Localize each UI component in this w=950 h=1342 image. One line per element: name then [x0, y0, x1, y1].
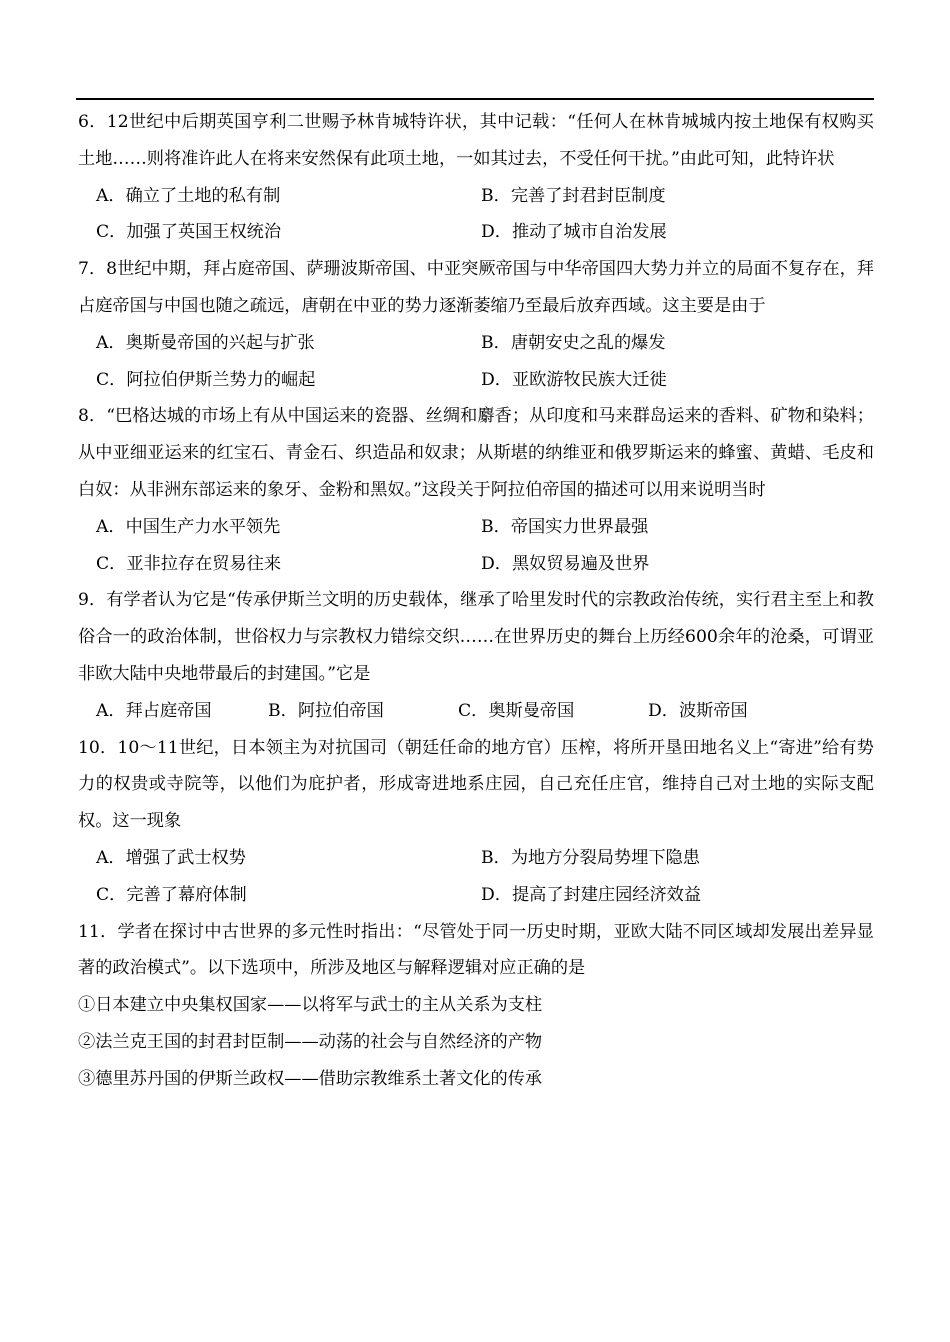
header-rule	[76, 98, 874, 100]
question-6	[78, 104, 874, 251]
question-6-option-d[interactable]: D．推动了城市自治发展	[481, 222, 667, 243]
question-9-options-row	[78, 693, 874, 730]
question-7-options-row-1	[78, 325, 874, 362]
question-8-option-a[interactable]: A．中国生产力水平领先	[96, 516, 281, 537]
question-9-stem: 9．有学者认为它是“传承伊斯兰文明的历史载体，继承了哈里发时代的宗教政治传统，实行君主至上和教俗合一的政治体制，世俗权力与宗教权力错综交织……在世界历史的舞台上历经600余年的沧桑，可谓亚非欧大陆中央地带最后的封建国。”它是	[78, 590, 874, 684]
question-6-option-a[interactable]: A．确立了土地的私有制	[96, 185, 281, 206]
question-7-option-d[interactable]: D．亚欧游牧民族大迁徙	[481, 369, 667, 390]
question-10-options-row-2	[78, 877, 874, 914]
question-11-statement-1: ①日本建立中央集权国家——以将军与武士的主从关系为支柱	[78, 995, 543, 1016]
question-8-option-b[interactable]: B．帝国实力世界最强	[481, 516, 649, 537]
question-7	[78, 251, 874, 398]
question-8-option-c[interactable]: C．亚非拉存在贸易往来	[96, 553, 282, 574]
question-8	[78, 398, 874, 582]
question-9-option-a[interactable]: A．拜占庭帝国	[96, 700, 212, 721]
question-9	[78, 582, 874, 729]
question-9-option-d[interactable]: D．波斯帝国	[648, 700, 748, 721]
question-7-stem: 7．8世纪中期，拜占庭帝国、萨珊波斯帝国、中亚突厥帝国与中华帝国四大势力并立的局面不复存在，拜占庭帝国与中国也随之疏远，唐朝在中亚的势力逐渐萎缩乃至最后放弃西域。这主要是由于	[78, 259, 874, 316]
question-6-stem: 6．12世纪中后期英国亨利二世赐予林肯城特许状，其中记载：“任何人在林肯城城内按土地保有权购买土地……则将准许此人在将来安然保有此项土地，一如其过去，不受任何干扰。”由此可知，此特许状	[78, 112, 874, 169]
question-10-stem: 10．10～11世纪，日本领主为对抗国司（朝廷任命的地方官）压榨，将所开垦田地名义上“寄进”给有势力的权贵或寺院等，以他们为庇护者，形成寄进地系庄园，自己充任庄官，维持自己对土地的实际支配权。这一现象	[78, 737, 874, 832]
question-10-option-c[interactable]: C．完善了幕府体制	[96, 884, 247, 905]
question-11-stem: 11．学者在探讨中古世界的多元性时指出：“尽管处于同一历史时期，亚欧大陆不同区域却发展出差异显著的政治模式”。以下选项中，所涉及地区与解释逻辑对应正确的是	[78, 921, 874, 979]
question-7-options-row-2	[78, 362, 874, 399]
question-10	[78, 730, 874, 914]
question-10-option-b[interactable]: B．为地方分裂局势埋下隐患	[481, 847, 700, 868]
question-6-option-c[interactable]: C．加强了英国王权统治	[96, 222, 282, 243]
question-10-option-d[interactable]: D．提高了封建庄园经济效益	[481, 884, 702, 905]
question-6-option-b[interactable]: B．完善了封君封臣制度	[481, 185, 666, 206]
question-sheet	[78, 104, 874, 1098]
question-8-options-row-1	[78, 509, 874, 546]
question-7-option-b[interactable]: B．唐朝安史之乱的爆发	[481, 332, 666, 353]
question-7-option-c[interactable]: C．阿拉伯伊斯兰势力的崛起	[96, 369, 316, 390]
question-8-options-row-2	[78, 546, 874, 583]
question-8-option-d[interactable]: D．黑奴贸易遍及世界	[481, 553, 650, 574]
question-11-statement-3: ③德里苏丹国的伊斯兰政权——借助宗教维系土著文化的传承	[78, 1068, 543, 1089]
question-9-option-b[interactable]: B．阿拉伯帝国	[268, 700, 384, 721]
question-7-option-a[interactable]: A．奥斯曼帝国的兴起与扩张	[96, 332, 315, 353]
question-10-option-a[interactable]: A．增强了武士权势	[96, 847, 246, 868]
question-10-options-row-1	[78, 840, 874, 877]
question-9-option-c[interactable]: C．奥斯曼帝国	[458, 700, 575, 721]
question-8-stem: 8．“巴格达城的市场上有从中国运来的瓷器、丝绸和麝香；从印度和马来群岛运来的香料、矿物和染料；从中亚细亚运来的红宝石、青金石、织造品和奴隶；从斯堪的纳维亚和俄罗斯运来的蜂蜜、黄蜡、毛皮和白奴：从非洲东部运来的象牙、金粉和黑奴。”这段关于阿拉伯帝国的描述可以用来说明当时	[78, 406, 874, 500]
question-6-options-row-1	[78, 178, 874, 215]
question-11-statement-2: ②法兰克王国的封君封臣制——动荡的社会与自然经济的产物	[78, 1031, 543, 1052]
question-11	[78, 914, 874, 1098]
question-6-options-row-2	[78, 214, 874, 251]
